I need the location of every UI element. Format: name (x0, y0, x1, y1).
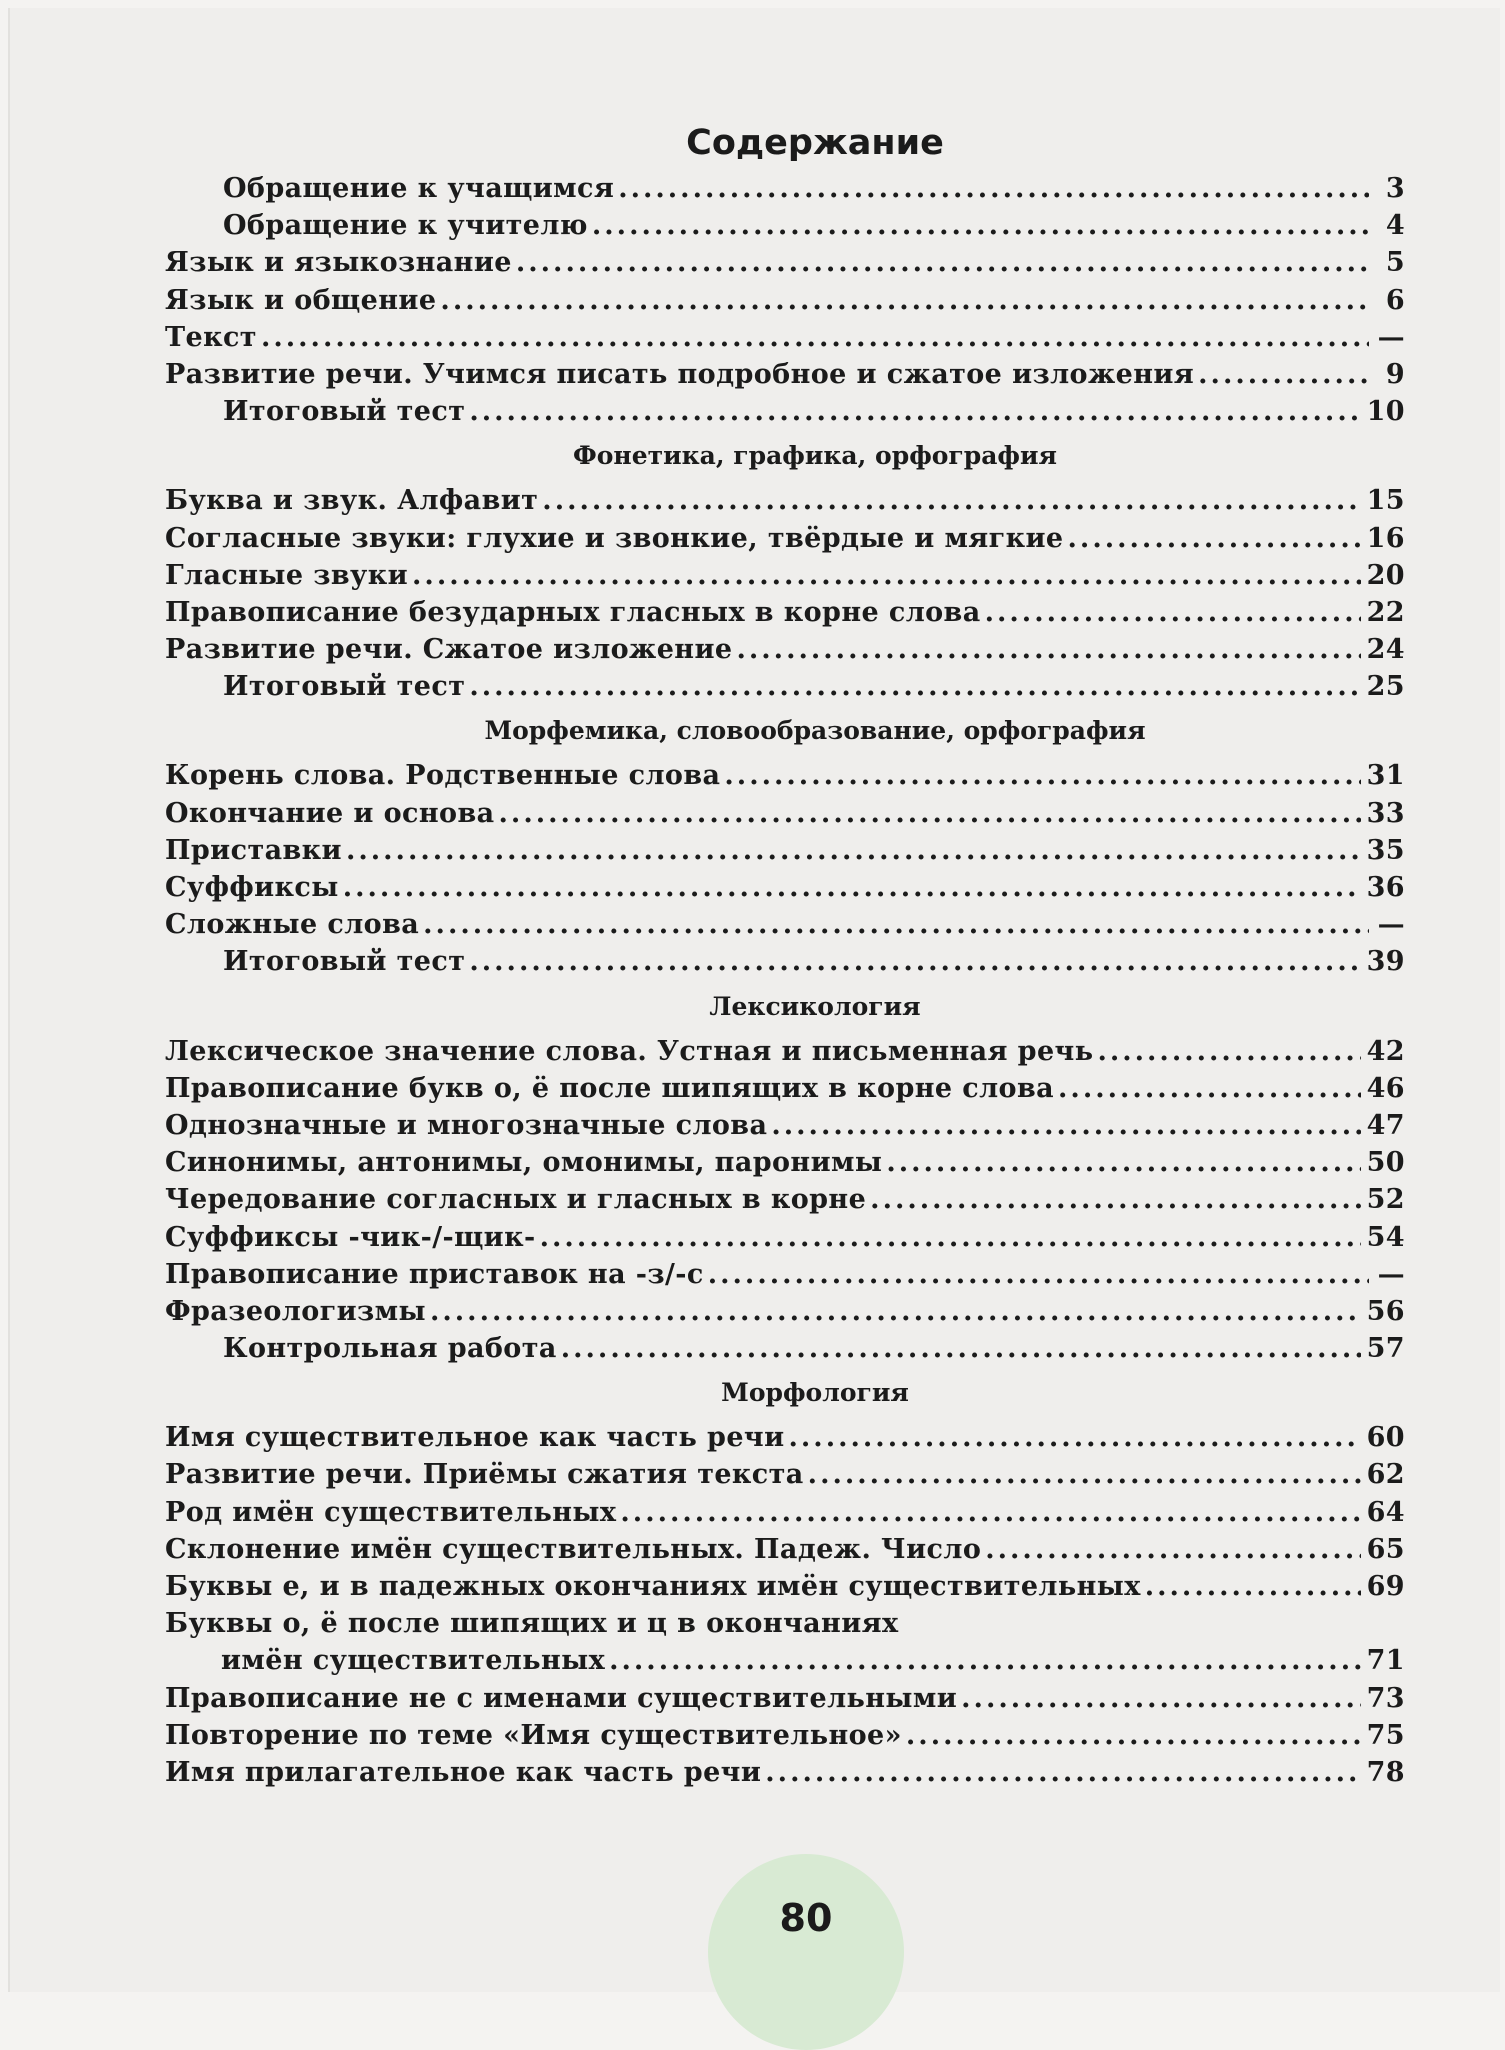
toc-entry-page: 54 (1366, 1221, 1405, 1253)
toc-entry (165, 1219, 1405, 1256)
toc-entry (165, 557, 1405, 594)
toc-entry (165, 244, 1405, 281)
dot-leader (765, 1754, 1360, 1791)
dot-leader (346, 832, 1361, 869)
toc-entry (165, 943, 1405, 980)
toc-entry (165, 482, 1405, 519)
toc-entry (165, 1293, 1405, 1330)
toc-entry-page: 5 (1385, 247, 1405, 279)
toc-entry-page: 20 (1366, 559, 1405, 591)
toc-entry-page: 4 (1385, 210, 1405, 242)
dot-leader (261, 319, 1369, 356)
toc-entry-page: 65 (1366, 1533, 1405, 1565)
toc-entry-title: Правописание приставок на -з/-с (165, 1258, 704, 1290)
dot-leader (343, 869, 1361, 906)
dot-leader (708, 1256, 1369, 1293)
toc-entry-page: 10 (1366, 396, 1405, 428)
toc-entry-page: — (1377, 321, 1405, 353)
toc-entry-title: Повторение по теме «Имя существительное» (165, 1719, 902, 1751)
toc-entry-page: 3 (1385, 173, 1405, 204)
dot-leader (789, 1419, 1361, 1456)
toc-entry (165, 631, 1405, 668)
dot-leader (542, 482, 1360, 519)
toc-entry-page: 75 (1366, 1719, 1405, 1751)
dot-leader (412, 557, 1361, 594)
toc-entry-title: Правописание безударных гласных в корне слова (165, 596, 981, 628)
toc-entry-title: Обращение к учащимся (223, 173, 615, 204)
dot-leader (609, 1642, 1361, 1679)
toc-entry (165, 1419, 1405, 1456)
toc-entry (165, 795, 1405, 832)
toc-entry (165, 1642, 1405, 1679)
page-title: Содержание (686, 123, 944, 163)
section-heading: Морфемика, словообразование, орфография (484, 716, 1146, 746)
book-page (8, 8, 1500, 1992)
toc-entry (165, 356, 1405, 393)
dot-leader (620, 1494, 1360, 1531)
toc-entry-title: Язык и языкознание (165, 247, 512, 279)
toc-entry-page: 46 (1366, 1072, 1405, 1104)
toc-entry-title: Корень слова. Родственные слова (165, 760, 721, 792)
toc-entry-page: 56 (1366, 1295, 1405, 1327)
toc-entry-page: 57 (1366, 1333, 1405, 1365)
toc-entry (165, 1330, 1405, 1367)
toc-entry-page: 36 (1366, 872, 1405, 903)
toc-entry-title: Итоговый тест (223, 396, 466, 428)
toc-entry-page: 24 (1366, 634, 1405, 666)
dot-leader (1058, 1070, 1361, 1107)
toc-entry (165, 1531, 1405, 1568)
toc-entry-page: 35 (1366, 834, 1405, 866)
dot-leader (423, 906, 1369, 943)
toc-entry (165, 1033, 1405, 1070)
toc-entry (165, 1181, 1405, 1218)
dot-leader (886, 1144, 1360, 1181)
section-heading: Лексикология (709, 991, 921, 1021)
toc-entry (165, 1568, 1405, 1605)
toc-entry (165, 594, 1405, 631)
dot-leader (1198, 356, 1369, 393)
toc-entry-page: 52 (1366, 1184, 1405, 1216)
toc-section (165, 1367, 1405, 1791)
toc-entry-page: 64 (1366, 1496, 1405, 1528)
toc-entry-page: 60 (1366, 1422, 1405, 1454)
toc-entry (165, 319, 1405, 356)
toc-entry-title: Синонимы, антонимы, омонимы, паронимы (165, 1147, 883, 1179)
toc-entry-title: Буква и звук. Алфавит (165, 485, 539, 517)
dot-leader (469, 668, 1360, 705)
dot-leader (499, 795, 1361, 832)
dot-leader (440, 282, 1369, 319)
toc-entry (165, 1107, 1405, 1144)
page-number-badge (708, 1854, 904, 2050)
toc-entry (165, 1717, 1405, 1754)
table-of-contents (165, 118, 1405, 1791)
dot-leader (469, 943, 1360, 980)
section-heading: Фонетика, графика, орфография (573, 441, 1057, 471)
toc-entry-title: Окончание и основа (165, 797, 495, 829)
toc-entry (165, 170, 1405, 207)
toc-entry-title: Итоговый тест (223, 946, 466, 978)
dot-leader (1068, 520, 1361, 557)
section-heading: Морфология (721, 1378, 909, 1408)
toc-entry (165, 207, 1405, 244)
toc-entry-page: 22 (1366, 596, 1405, 628)
toc-entry (165, 1070, 1405, 1107)
toc-entry-title: Развитие речи. Приёмы сжатия текста (165, 1459, 804, 1491)
toc-entry-page: — (1377, 1258, 1405, 1290)
dot-leader (561, 1330, 1361, 1367)
toc-entry-title: Текст (165, 321, 257, 353)
toc-entry-title: Однозначные и многозначные слова (165, 1109, 768, 1141)
toc-entry (165, 1680, 1405, 1717)
toc-entry (165, 1256, 1405, 1293)
toc-section (165, 170, 1405, 430)
toc-entry-title: Правописание букв о, ё после шипящих в корне слова (165, 1072, 1055, 1104)
toc-entry (165, 282, 1405, 319)
toc-entry-page: 71 (1366, 1645, 1405, 1677)
toc-entry-page: 31 (1366, 760, 1405, 792)
toc-body (165, 170, 1405, 1791)
toc-entry-page: 73 (1366, 1682, 1405, 1714)
page-number: 80 (779, 1896, 833, 1940)
toc-section (165, 981, 1405, 1368)
toc-entry (165, 906, 1405, 943)
toc-entry-page: 50 (1366, 1147, 1405, 1179)
dot-leader (1097, 1033, 1360, 1070)
toc-entry-page: 6 (1385, 284, 1405, 316)
toc-entry-title: Имя существительное как часть речи (165, 1422, 785, 1454)
dot-leader (985, 594, 1361, 631)
dot-leader (469, 393, 1360, 430)
toc-entry (165, 1754, 1405, 1791)
toc-entry-page: 69 (1366, 1571, 1405, 1602)
dot-leader (540, 1219, 1361, 1256)
toc-entry-page: 62 (1366, 1459, 1405, 1491)
toc-entry-page: 25 (1366, 671, 1405, 703)
toc-entry (165, 1456, 1405, 1493)
dot-leader (771, 1107, 1360, 1144)
toc-entry-title: Имя прилагательное как часть речи (165, 1756, 762, 1788)
toc-entry-title: имён существительных (221, 1645, 606, 1677)
toc-entry (165, 520, 1405, 557)
toc-entry (165, 668, 1405, 705)
dot-leader (516, 244, 1369, 281)
toc-entry-page: 33 (1366, 797, 1405, 829)
toc-entry (165, 1494, 1405, 1531)
dot-leader (808, 1456, 1361, 1493)
toc-entry-title: Приставки (165, 834, 342, 866)
toc-entry-page: 47 (1366, 1109, 1405, 1141)
toc-entry-title: Фразеологизмы (165, 1295, 426, 1327)
toc-entry-title: Обращение к учителю (223, 210, 588, 242)
toc-entry-title: Суффиксы (165, 872, 339, 903)
toc-entry-page: 16 (1366, 522, 1405, 554)
toc-entry-title: Правописание не с именами существительными (165, 1682, 958, 1714)
toc-entry-title: Развитие речи. Учимся писать подробное и сжатое изложения (165, 358, 1195, 390)
toc-entry-title: Язык и общение (165, 284, 437, 316)
toc-entry (165, 832, 1405, 869)
toc-entry-title: Итоговый тест (223, 671, 466, 703)
toc-entry-title: Буквы о, ё после шипящих и ц в окончаниях (165, 1608, 899, 1640)
dot-leader (985, 1531, 1360, 1568)
toc-entry-title: Развитие речи. Сжатое изложение (165, 634, 733, 666)
toc-section (165, 430, 1405, 705)
toc-entry-title: Сложные слова (165, 909, 420, 941)
toc-entry-page: — (1377, 909, 1405, 941)
toc-entry-title: Согласные звуки: глухие и звонкие, твёрдые и мягкие (165, 522, 1064, 554)
toc-entry-title: Склонение имён существительных. Падеж. Число (165, 1533, 982, 1565)
toc-entry-title: Суффиксы -чик-/-щик- (165, 1221, 536, 1253)
dot-leader (906, 1717, 1361, 1754)
dot-leader (1145, 1568, 1361, 1605)
toc-entry-title: Чередование согласных и гласных в корне (165, 1184, 867, 1216)
toc-entry-page: 9 (1385, 358, 1405, 390)
toc-entry-page: 42 (1366, 1035, 1405, 1067)
toc-entry-title: Лексическое значение слова. Устная и письменная речь (165, 1035, 1094, 1067)
toc-entry (165, 869, 1405, 906)
dot-leader (961, 1680, 1360, 1717)
toc-entry (165, 393, 1405, 430)
toc-entry-title: Род имён существительных (165, 1496, 617, 1528)
toc-entry (165, 1144, 1405, 1181)
toc-entry-page: 15 (1366, 485, 1405, 517)
toc-entry (165, 757, 1405, 794)
toc-entry-title: Буквы е, и в падежных окончаниях имён существительных (165, 1571, 1141, 1602)
dot-leader (618, 170, 1369, 207)
dot-leader (592, 207, 1369, 244)
dot-leader (430, 1293, 1361, 1330)
toc-entry (165, 1605, 1405, 1642)
dot-leader (870, 1181, 1360, 1218)
toc-entry-title: Контрольная работа (223, 1333, 557, 1365)
toc-entry-page: 78 (1366, 1756, 1405, 1788)
toc-entry-page: 39 (1366, 946, 1405, 978)
dot-leader (736, 631, 1360, 668)
toc-section (165, 705, 1405, 980)
dot-leader (724, 757, 1360, 794)
toc-entry-title: Гласные звуки (165, 559, 409, 591)
